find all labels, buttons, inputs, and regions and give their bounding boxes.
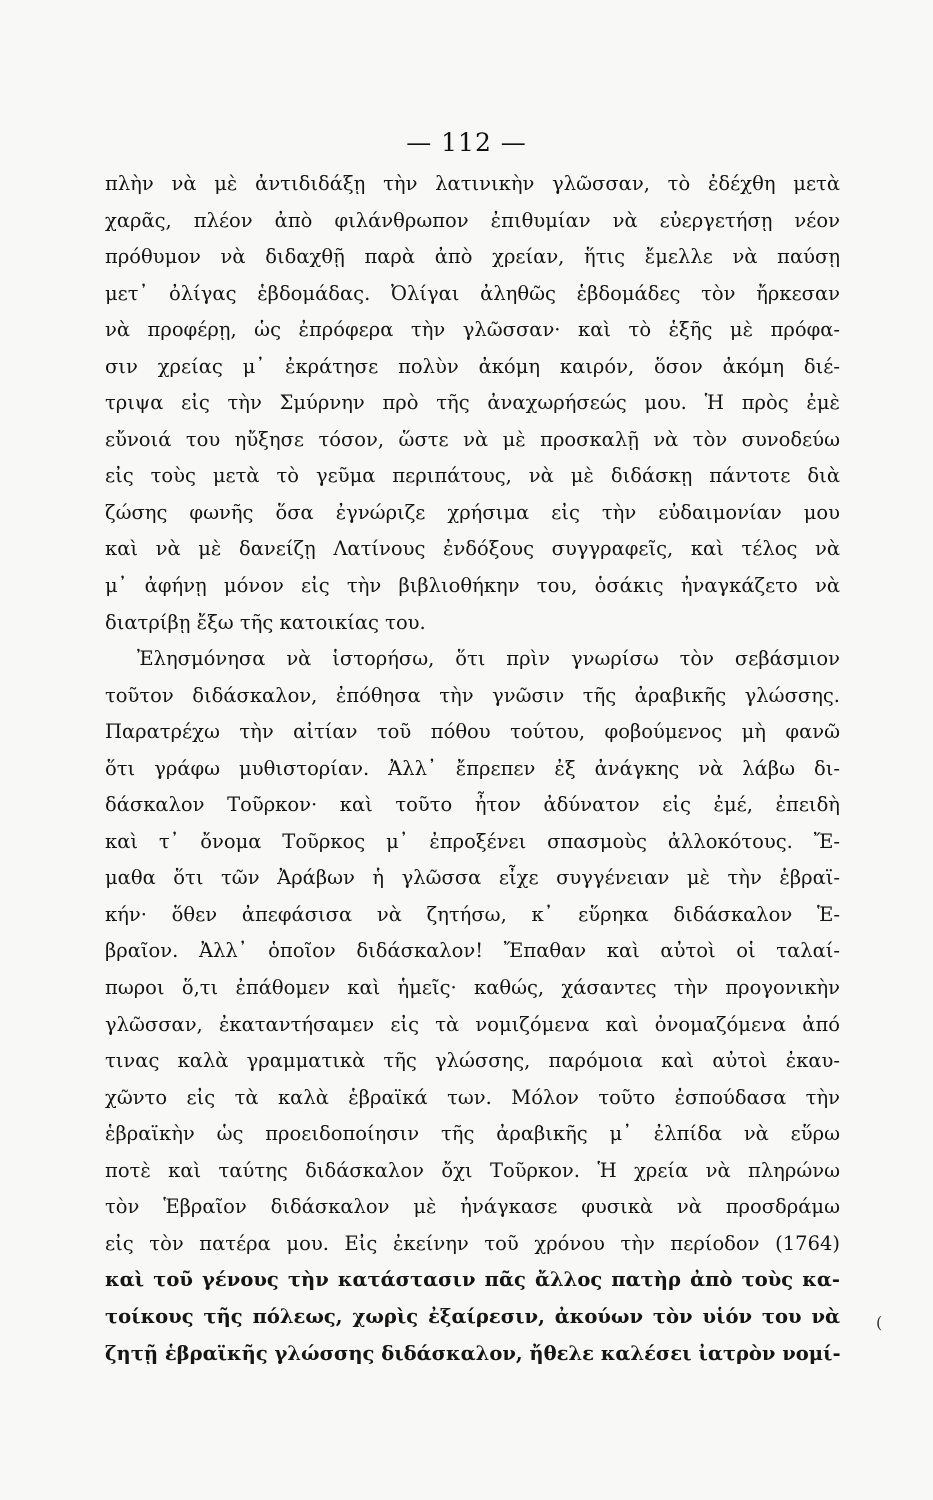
text-line: ποτὲ καὶ ταύτης διδάσκαλον ὄχι Τοῦρκον. Ἡ χρεία νὰ πληρώνω <box>105 1158 840 1182</box>
text-line: χῶντο εἰς τὰ καλὰ ἑβραϊκά των. Μόλον τοῦτο ἐσπούδασα τὴν <box>105 1085 840 1109</box>
margin-mark: ( <box>876 1313 883 1332</box>
text-line: Παρατρέχω τὴν αἰτίαν τοῦ πόθου τούτου, φοβούμενος μὴ φανῶ <box>105 720 840 744</box>
text-line: εἰς τὸν πατέρα μου. Εἰς ἐκείνην τοῦ χρόνου τὴν περίοδον (1764) <box>105 1231 840 1255</box>
text-line: μετ᾽ ὀλίγας ἑβδομάδας. Ὀλίγαι ἀληθῶς ἑβδομάδες τὸν ἤρκεσαν <box>105 281 840 305</box>
text-line: μ᾽ ἀφήνῃ μόνον εἰς τὴν βιβλιοθήκην του, ὁσάκις ἠναγκάζετο νὰ <box>105 574 840 598</box>
text-line: ζητῇ ἑβραϊκῆς γλώσσης διδάσκαλον, ἤθελε καλέσει ἰατρὸν νομί- <box>105 1341 841 1365</box>
paragraph-start-line: Ἐλησμόνησα νὰ ἱστορήσω, ὅτι πρὶν γνωρίσω τὸν σεβάσμιον <box>137 647 840 671</box>
text-line: ὅτι γράφω μυθιστορίαν. Ἀλλ᾽ ἔπρεπεν ἐξ ἀνάγκης νὰ λάβω δι- <box>105 756 840 780</box>
text-line: τοῦτον διδάσκαλον, ἐπόθησα τὴν γνῶσιν τῆς ἀραβικῆς γλώσσης. <box>105 683 840 707</box>
text-line: ζώσης φωνῆς ὅσα ἐγνώριζε χρήσιμα εἰς τὴν εὐδαιμονίαν μου <box>105 500 840 524</box>
text-line: εἰς τοὺς μετὰ τὸ γεῦμα περιπάτους, νὰ μὲ διδάσκῃ πάντοτε διὰ <box>105 464 840 488</box>
text-line: βραῖον. Ἀλλ᾽ ὁποῖον διδάσκαλον! Ἔπαθαν καὶ αὐτοὶ οἱ ταλαί- <box>105 939 840 963</box>
text-line: τοίκους τῆς πόλεως, χωρὶς ἐξαίρεσιν, ἀκούων τὸν υἱόν του νὰ <box>105 1304 840 1328</box>
text-line: δάσκαλον Τοῦρκον· καὶ τοῦτο ἦτον ἀδύνατον εἰς ἐμέ, ἐπειδὴ <box>105 793 840 817</box>
text-line: πωροι ὅ,τι ἐπάθομεν καὶ ἡμεῖς· καθώς, χάσαντες τὴν προγονικὴν <box>105 976 840 1000</box>
text-line: γλῶσσαν, ἐκαταντήσαμεν εἰς τὰ νομιζόμενα καὶ ὀνομαζόμενα ἀπό <box>105 1012 840 1036</box>
text-line: τινας καλὰ γραμματικὰ τῆς γλώσσης, παρόμοια καὶ αὐτοὶ ἐκαυ- <box>105 1049 840 1073</box>
text-line: πρόθυμον νὰ διδαχθῇ παρὰ ἀπὸ χρείαν, ἥτις ἔμελλε νὰ παύσῃ <box>105 245 840 269</box>
text-line: πλὴν νὰ μὲ ἀντιδιδάξῃ τὴν λατινικὴν γλῶσσαν, τὸ ἐδέχθη μετὰ <box>105 172 840 195</box>
text-line: τριψα εἰς τὴν Σμύρνην πρὸ τῆς ἀναχωρήσεώς μου. Ἡ πρὸς ἐμὲ <box>105 391 840 415</box>
body-text <box>105 166 840 1372</box>
text-line: ἑβραϊκὴν ὡς προειδοποίησιν τῆς ἀραβικῆς μ᾽ ἐλπίδα νὰ εὕρω <box>105 1122 840 1146</box>
page-number: — 112 — <box>406 128 527 157</box>
text-line: τὸν Ἑβραῖον διδάσκαλον μὲ ἠνάγκασε φυσικὰ νὰ προσδράμω <box>105 1195 840 1219</box>
paragraph-end-line: διατρίβῃ ἔξω τῆς κατοικίας του. <box>105 610 426 634</box>
text-line: σιν χρείας μ᾽ ἐκράτησε πολὺν ἀκόμη καιρόν, ὅσον ἀκόμη διέ- <box>105 354 840 378</box>
text-line: μαθα ὅτι τῶν Ἀράβων ἡ γλῶσσα εἶχε συγγένειαν μὲ τὴν ἑβραϊ- <box>105 866 840 890</box>
text-line: καὶ τ᾽ ὄνομα Τοῦρκος μ᾽ ἐπροξένει σπασμοὺς ἀλλοκότους. Ἔ- <box>105 829 840 853</box>
text-line: χαρᾶς, πλέον ἀπὸ φιλάνθρωπον ἐπιθυμίαν νὰ εὐεργετήσῃ νέον <box>105 208 840 232</box>
text-line: εὔνοιά του ηὔξησε τόσον, ὥστε νὰ μὲ προσκαλῇ νὰ τὸν συνοδεύω <box>105 427 840 451</box>
text-line: νὰ προφέρῃ, ὡς ἐπρόφερα τὴν γλῶσσαν· καὶ τὸ ἑξῆς μὲ πρόφα- <box>105 318 840 342</box>
text-line: καὶ τοῦ γένους τὴν κατάστασιν πᾶς ἄλλος πατὴρ ἀπὸ τοὺς κα- <box>105 1268 840 1292</box>
text-line: καὶ νὰ μὲ δανείζῃ Λατίνους ἐνδόξους συγγραφεῖς, καὶ τέλος νὰ <box>105 537 840 561</box>
text-line: κήν· ὅθεν ἀπεφάσισα νὰ ζητήσω, κ᾽ εὕρηκα διδάσκαλον Ἑ- <box>105 902 840 926</box>
